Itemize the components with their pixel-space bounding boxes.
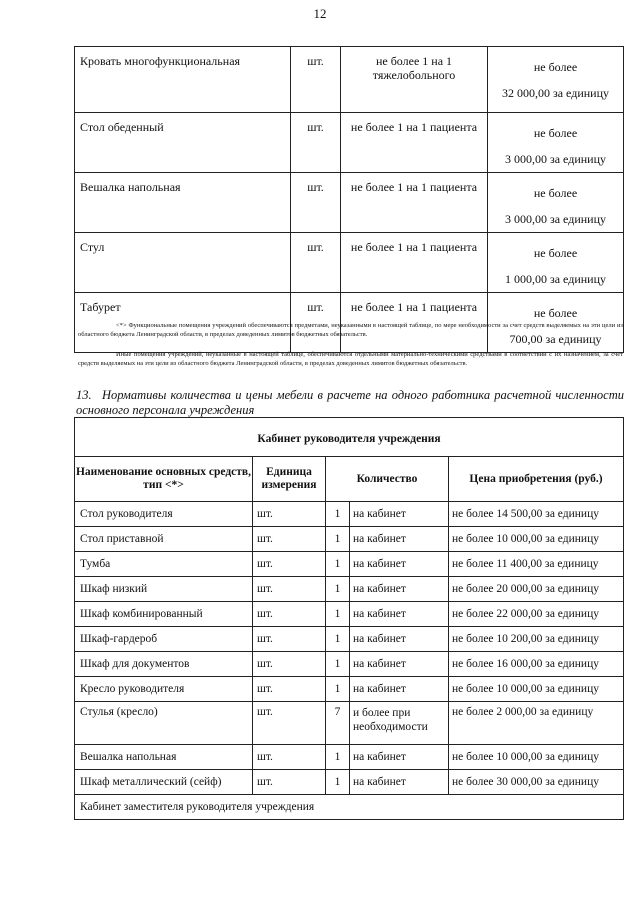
table-row [75,745,624,770]
item-unit: шт. [253,577,326,602]
item-qty: не более 1 на 1 пациента [341,293,488,353]
item-num: 1 [326,770,350,795]
item-name: Табурет [75,293,291,353]
item-per: на кабинет [350,577,449,602]
item-price: не более 700,00 за единицу [488,293,624,353]
item-name: Вешалка напольная [75,173,291,233]
item-per: на кабинет [350,502,449,527]
item-qty: не более 1 на 1 пациента [341,233,488,293]
item-num: 1 [326,527,350,552]
item-unit: шт. [253,702,326,745]
item-name: Шкаф-гардероб [75,627,253,652]
table-row [75,527,624,552]
item-unit: шт. [253,745,326,770]
item-price: не более 2 000,00 за единицу [449,702,624,745]
table-row [75,552,624,577]
footnote-other-rooms: Иные помещения учреждений, неуказанные в настоящей таблице, обеспечиваются отдельными материально-техническими средствами в соответствии с их назначением, за счет средств выделяемых на эти цели из областного бюджета Ленинградской области, в пределах доведенных лимитов бюджетных обязательств. [78,351,623,367]
item-per: на кабинет [350,627,449,652]
table-title-row [75,418,624,457]
item-name: Стул [75,233,291,293]
item-per: на кабинет [350,770,449,795]
table-row [75,577,624,602]
table-row [75,770,624,795]
table-footer-row [75,795,624,820]
header-name: Наименование основных средств, тип <*> [75,457,253,502]
item-name: Шкаф комбинированный [75,602,253,627]
table-row [75,627,624,652]
table-bottom [74,417,624,820]
item-per: на кабинет [350,745,449,770]
header-qty: Количество [326,457,449,502]
item-name: Шкаф для документов [75,652,253,677]
header-unit: Единица измерения [253,457,326,502]
table-row [75,602,624,627]
item-num: 1 [326,502,350,527]
item-qty: не более 1 на 1 пациента [341,173,488,233]
item-unit: шт. [291,173,341,233]
table-top [74,46,624,353]
item-unit: шт. [253,552,326,577]
table-row [75,173,624,233]
item-price: не более 14 500,00 за единицу [449,502,624,527]
item-unit: шт. [291,293,341,353]
item-num: 1 [326,652,350,677]
item-per: на кабинет [350,652,449,677]
item-name: Кровать многофункциональная [75,47,291,113]
item-per: на кабинет [350,677,449,702]
item-price: не более 32 000,00 за единицу [488,47,624,113]
item-name: Шкаф металлический (сейф) [75,770,253,795]
item-price: не более 16 000,00 за единицу [449,652,624,677]
item-name: Кресло руководителя [75,677,253,702]
item-num: 1 [326,577,350,602]
next-section-title: Кабинет заместителя руководителя учреждения [75,795,624,820]
table-row [75,677,624,702]
table-row [75,233,624,293]
footnote-functional-rooms: <*> Функциональные помещения учреждений обеспечиваются предметами, неуказанными в настоящей таблице, по мере необходимости за счет средств выделяемых на эти цели из областного бюджета Ленинградской области, в пределах доведенных лимитов бюджетных обязательств. [78,322,623,338]
item-name: Стол руководителя [75,502,253,527]
item-qty: не более 1 на 1 пациента [341,113,488,173]
item-name: Стулья (кресло) [75,702,253,745]
table-title: Кабинет руководителя учреждения [75,418,624,457]
item-price: не более 10 000,00 за единицу [449,745,624,770]
item-num: 7 [326,702,350,745]
item-num: 1 [326,745,350,770]
item-name: Тумба [75,552,253,577]
table-row [75,502,624,527]
item-num: 1 [326,552,350,577]
item-per: на кабинет [350,527,449,552]
item-name: Стол приставной [75,527,253,552]
table-row [75,47,624,113]
table-row [75,702,624,745]
item-num: 1 [326,627,350,652]
table-row [75,113,624,173]
table-row [75,652,624,677]
item-price: не более 10 000,00 за единицу [449,677,624,702]
item-price: не более 22 000,00 за единицу [449,602,624,627]
item-unit: шт. [253,502,326,527]
item-name: Стол обеденный [75,113,291,173]
header-price: Цена приобретения (руб.) [449,457,624,502]
item-unit: шт. [253,677,326,702]
item-unit: шт. [253,602,326,627]
item-unit: шт. [291,113,341,173]
item-num: 1 [326,677,350,702]
item-price: не более 10 200,00 за единицу [449,627,624,652]
item-per: на кабинет [350,552,449,577]
item-qty: не более 1 на 1 тяжелобольного [341,47,488,113]
item-name: Шкаф низкий [75,577,253,602]
item-price: не более 20 000,00 за единицу [449,577,624,602]
item-per: на кабинет [350,602,449,627]
section-heading: 13. Нормативы количества и цены мебели в расчете на одного работника расчетной численности основного персонала учреждения [76,388,624,417]
page-number: 12 [313,6,327,21]
item-price: не более 30 000,00 за единицу [449,770,624,795]
item-price: не более 10 000,00 за единицу [449,527,624,552]
table-header-row [75,457,624,502]
item-unit: шт. [291,233,341,293]
item-name: Вешалка напольная [75,745,253,770]
item-num: 1 [326,602,350,627]
item-unit: шт. [253,627,326,652]
item-unit: шт. [291,47,341,113]
item-unit: шт. [253,770,326,795]
item-price: не более 3 000,00 за единицу [488,113,624,173]
item-unit: шт. [253,652,326,677]
item-per: и более при необходимости [350,702,449,745]
item-unit: шт. [253,527,326,552]
item-price: не более 3 000,00 за единицу [488,173,624,233]
item-price: не более 11 400,00 за единицу [449,552,624,577]
item-price: не более 1 000,00 за единицу [488,233,624,293]
